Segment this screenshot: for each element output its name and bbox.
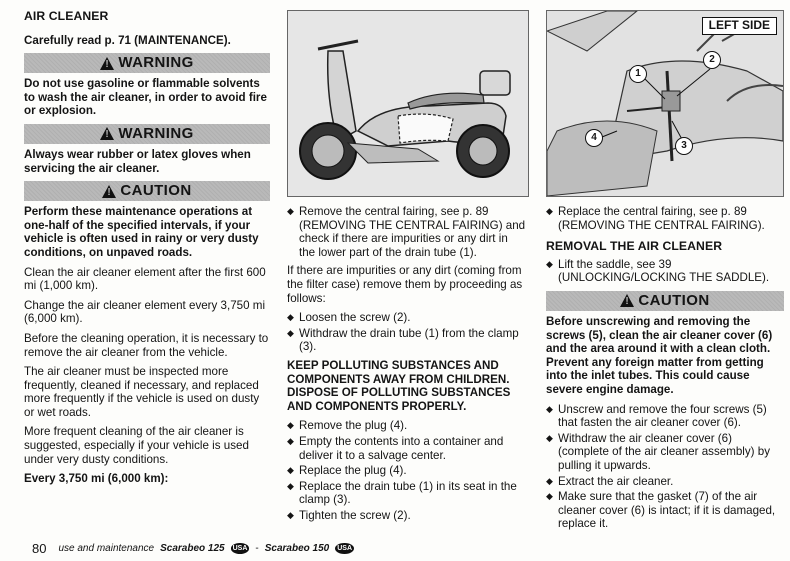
left-side-label: LEFT SIDE — [702, 17, 777, 35]
steps-list — [287, 205, 527, 259]
paragraph: Change the air cleaner element every 3,750 mi (6,000 km). — [24, 298, 266, 326]
callout-4: 4 — [585, 129, 603, 147]
removal-title: REMOVAL THE AIR CLEANER — [546, 239, 723, 254]
footer-model-1: Scarabeo 125 — [160, 543, 225, 554]
steps-list — [546, 205, 784, 232]
list-item: ◆ Replace the plug (4). — [287, 464, 527, 478]
warning-banner: ! WARNING — [24, 53, 270, 73]
list-item: ◆ Remove the plug (4). — [287, 419, 527, 433]
column-right — [546, 10, 784, 536]
usa-badge: USA — [232, 545, 248, 552]
list-item: ◆ Extract the air cleaner. — [546, 475, 784, 489]
caution-banner: ! CAUTION — [24, 181, 270, 201]
list-item: ◆ Loosen the screw (2). — [287, 311, 527, 325]
steps-list — [546, 258, 784, 285]
read-note: Carefully read p. 71 (MAINTENANCE). — [24, 33, 231, 47]
callout-3: 3 — [675, 137, 693, 155]
caution-icon — [620, 294, 634, 307]
section-title: AIR CLEANER — [24, 9, 109, 23]
paragraph: Before the cleaning operation, it is necessary to remove the air cleaner from the vehicle. — [24, 331, 269, 359]
caution-text: Before unscrewing and removing the screws (5), clean the air cleaner cover (6) and the area around it with a clean cloth. Prevent any foreign matter from getting into the inlet tubes. This could cause severe engine damage. — [546, 314, 773, 396]
interval-heading: Every 3,750 mi (6,000 km): — [24, 472, 169, 486]
paragraph: If there are impurities or any dirt (coming from the filter case) remove them by proceeding as follows: — [287, 264, 523, 305]
column-left — [24, 10, 270, 492]
list-item: ◆ Empty the contents into a container and deliver it to a salvage center. — [287, 435, 527, 462]
detail-illustration — [546, 10, 784, 197]
warning-banner: ! WARNING — [24, 124, 270, 144]
list-item: ◆ Withdraw the drain tube (1) from the clamp (3). — [287, 327, 527, 354]
steps-list — [287, 419, 527, 522]
page-number: 80 — [32, 541, 47, 556]
warning-icon — [100, 127, 114, 140]
list-item: ◆ Lift the saddle, see 39 (UNLOCKING/LOCKING THE SADDLE). — [546, 258, 784, 285]
caution-text: Perform these maintenance operations at one-half of the specified intervals, if your vehicle is often used in rainy or very dusty conditions, on unpaved roads. — [24, 205, 259, 259]
list-item: ◆ Unscrew and remove the four screws (5) that fasten the air cleaner cover (6). — [546, 403, 784, 430]
warning-icon — [100, 57, 114, 70]
scooter-illustration — [287, 10, 529, 197]
callout-2: 2 — [703, 51, 721, 69]
list-item: ◆ Withdraw the air cleaner cover (6) (complete of the air cleaner assembly) by pulling it upwards. — [546, 432, 784, 473]
steps-list — [546, 403, 784, 531]
column-middle — [287, 10, 527, 527]
callout-1: 1 — [629, 65, 647, 83]
usa-badge: USA — [337, 545, 352, 552]
list-item: ◆ Make sure that the gasket (7) of the air cleaner cover (6) is intact; if it is damaged, replace it. — [546, 490, 784, 531]
caution-icon — [102, 185, 116, 198]
caution-banner: ! CAUTION — [546, 291, 784, 311]
safety-notice: KEEP POLLUTING SUBSTANCES AND COMPONENTS AWAY FROM CHILDREN. DISPOSE OF POLLUTING SUBSTANCES AND COMPONENTS PROPERLY. — [287, 358, 511, 413]
warning-text-1: Do not use gasoline or flammable solvents to wash the air cleaner, in order to avoid fire or explosion. — [24, 77, 267, 118]
warning-text-2: Always wear rubber or latex gloves when servicing the air cleaner. — [24, 147, 251, 175]
paragraph: The air cleaner must be inspected more frequently, cleaned if necessary, and replaced more frequently if the vehicle is used on dusty or wet roads. — [24, 365, 260, 419]
detail-drawing — [547, 11, 783, 196]
paragraph: More frequent cleaning of the air cleaner is suggested, especially if your vehicle is used under very dusty conditions. — [24, 425, 249, 466]
list-item: ◆ Remove the central fairing, see p. 89 (REMOVING THE CENTRAL FAIRING) and check if there are impurities or any dirt in the lower part of the drain tube (1). — [287, 205, 527, 259]
scooter-drawing — [288, 11, 528, 196]
footer-separator: - — [255, 543, 259, 554]
steps-list — [287, 311, 527, 354]
footer-section: use and maintenance — [58, 543, 155, 554]
list-item: ◆ Replace the central fairing, see p. 89 (REMOVING THE CENTRAL FAIRING). — [546, 205, 784, 232]
paragraph: Clean the air cleaner element after the first 600 mi (1,000 km). — [24, 265, 266, 293]
footer-model-2: Scarabeo 150 — [264, 543, 330, 554]
list-item: ◆ Tighten the screw (2). — [287, 509, 527, 523]
list-item: ◆ Replace the drain tube (1) in its seat in the clamp (3). — [287, 480, 527, 507]
page-footer — [32, 541, 354, 556]
